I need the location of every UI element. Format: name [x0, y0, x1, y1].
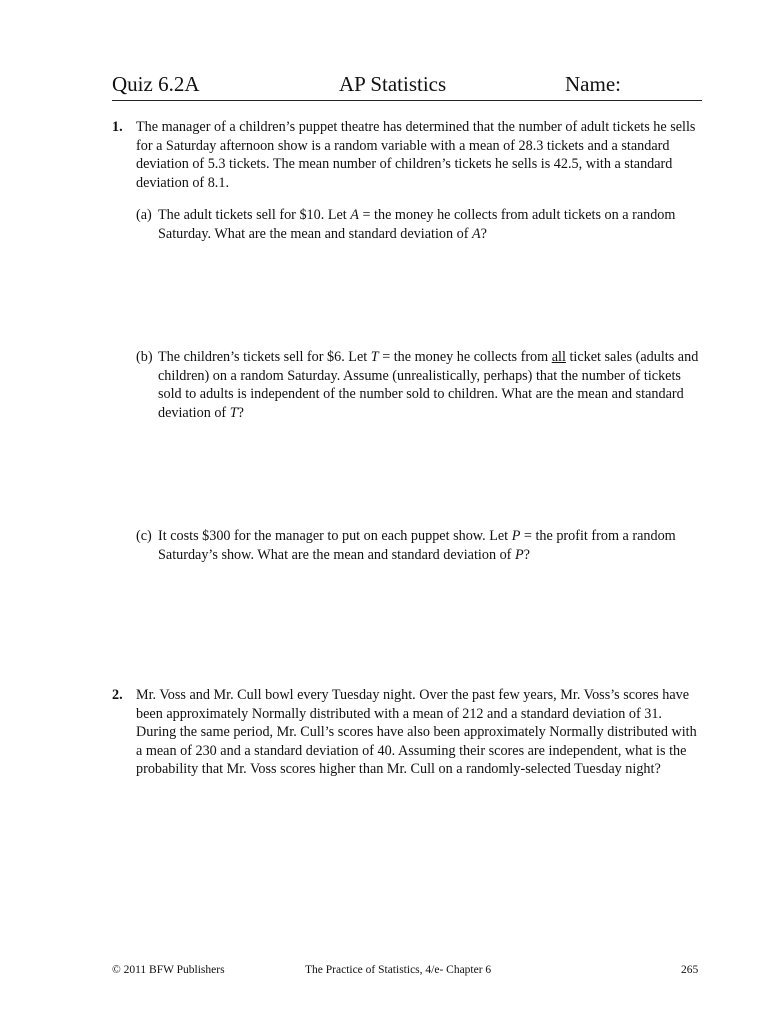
footer-copyright: © 2011 BFW Publishers	[112, 964, 225, 976]
quiz-title: Quiz 6.2A	[112, 72, 200, 96]
question-number: 2.	[112, 687, 123, 703]
quiz-header	[112, 70, 702, 101]
part-label: (a)	[136, 207, 152, 223]
part-text: The adult tickets sell for $10. Let A = the money he collects from adult tickets on a random Saturday. What are the mean and standard deviation of A?	[158, 207, 676, 242]
question-text: The manager of a children’s puppet theatre has determined that the number of adult tickets he sells for a Saturday afternoon show is a random variable with a mean of 28.3 tickets and a standard deviation of 5.3 tickets. The mean number of children’s tickets he sells is 42.5, with a standard deviation of 8.1.	[136, 119, 696, 191]
footer-page-number: 265	[681, 964, 699, 976]
question-1	[112, 118, 704, 192]
question-1-part-c	[136, 527, 704, 564]
question-1-part-b	[136, 348, 704, 422]
part-label: (b)	[136, 349, 153, 365]
part-label: (c)	[136, 528, 152, 544]
question-number: 1.	[112, 119, 123, 135]
part-text: The children’s tickets sell for $6. Let T = the money he collects from all ticket sales (adults and children) on a random Saturday. Assume (unrealistically, perhaps) that the number of tickets sold to adults is independent of the number sold to children. What are the mean and standard deviation of T?	[158, 349, 699, 421]
course-title: AP Statistics	[339, 72, 447, 96]
question-2	[112, 686, 704, 779]
footer-book-title: The Practice of Statistics, 4/e- Chapter 6	[305, 964, 492, 976]
name-label: Name:	[565, 72, 621, 96]
question-1-part-a	[136, 206, 704, 243]
part-text: It costs $300 for the manager to put on each puppet show. Let P = the profit from a random Saturday’s show. What are the mean and standard deviation of P?	[158, 528, 676, 563]
question-text: Mr. Voss and Mr. Cull bowl every Tuesday night. Over the past few years, Mr. Voss’s scores have been approximately Normally distributed with a mean of 212 and a standard deviation of 31. During the same period, Mr. Cull’s scores have also been approximately Normally distributed with a mean of 230 and a standard deviation of 40. Assuming their scores are independent, what is the probability that Mr. Voss scores higher than Mr. Cull on a randomly-selected Tuesday night?	[136, 687, 697, 777]
